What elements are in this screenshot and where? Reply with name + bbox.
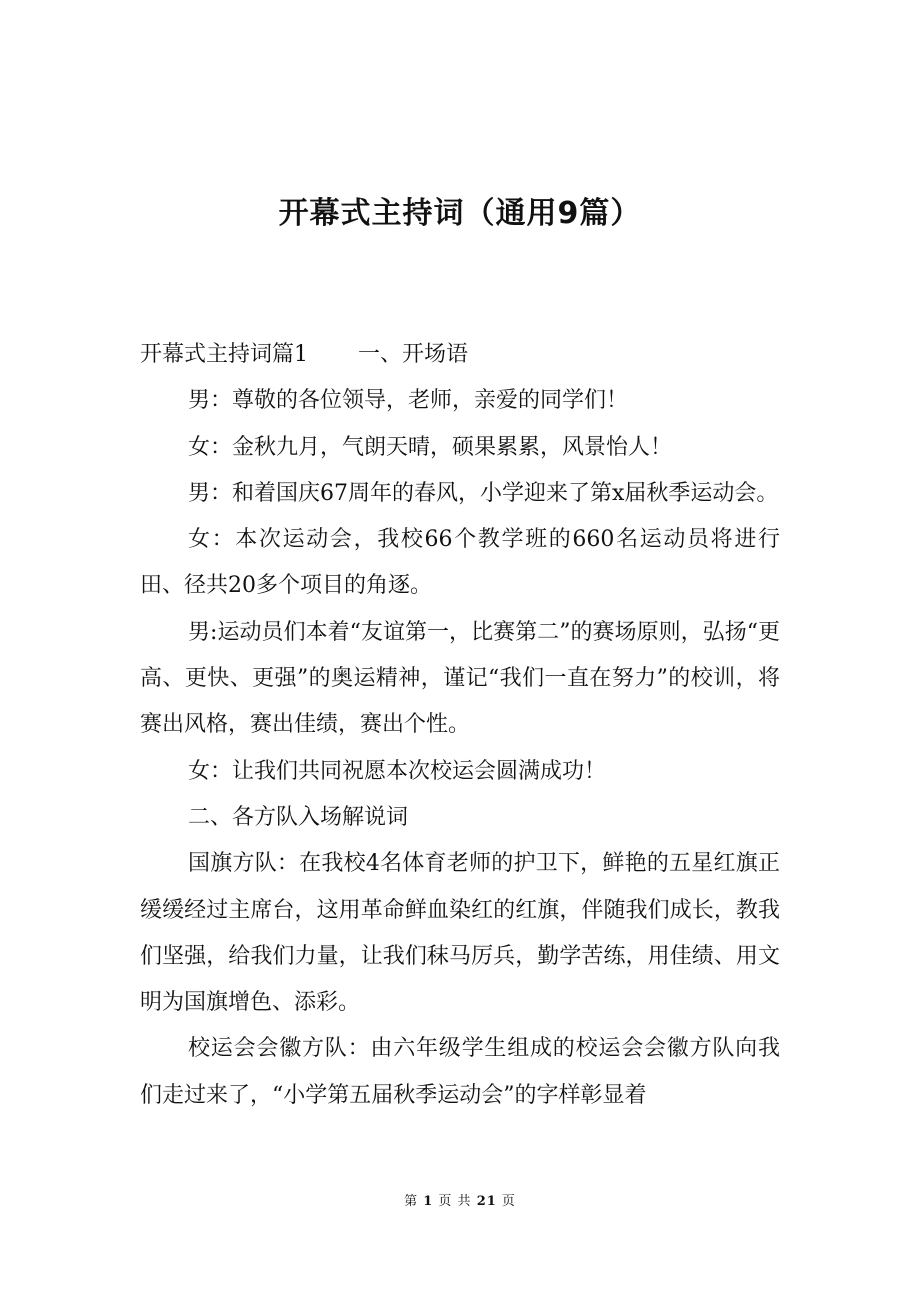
paragraph: 男：尊敬的各位领导，老师，亲爱的同学们！ [188, 388, 629, 414]
paragraph: 国旗方队：在我校4名体育老师的护卫下，鲜艳的五星红旗正缓缓经过主席台，这用革命鲜血染红的红旗，伴随我们成长，教我们坚强，给我们力量，让我们秣马厉兵，勤学苦练，用佳绩、用文明为国旗增色、添彩。 [140, 851, 780, 1016]
footer-page-number: 1 [423, 1194, 434, 1209]
paragraph: 校运会会徽方队：由六年级学生组成的校运会会徽方队向我们走过来了，“小学第五届秋季运动会”的字样彰显着 [140, 1036, 780, 1108]
footer-suffix: 页 [501, 1194, 516, 1209]
paragraph: 女：让我们共同祝愿本次校运会圆满成功！ [188, 758, 607, 784]
section-heading-line [140, 332, 780, 378]
section-heading-2: 二、各方队入场解说词 [188, 804, 409, 830]
paragraph: 女：金秋九月，气朗天晴，硕果累累，风景怡人！ [188, 434, 673, 460]
section-heading: 开幕式主持词篇1 [140, 342, 308, 367]
section-subheading: 一、开场语 [358, 342, 469, 367]
paragraph: 女：本次运动会，我校66个教学班的660名运动员将进行田、径共20多个项目的角逐。 [140, 527, 780, 599]
footer-middle: 页 共 [438, 1194, 472, 1209]
document-title: 开幕式主持词（通用9篇） [278, 196, 642, 231]
paragraph: 男:运动员们本着“友谊第一，比赛第二”的赛场原则，弘扬“更高、更快、更强”的奥运精神，谨记“我们一直在努力”的校训，将赛出风格，赛出佳绩，赛出个性。 [140, 619, 780, 738]
page-footer [0, 1192, 920, 1212]
paragraph: 男：和着国庆67周年的春风，小学迎来了第x届秋季运动会。 [188, 480, 779, 506]
document-body [140, 332, 780, 1119]
footer-total-pages: 21 [476, 1194, 497, 1209]
footer-prefix: 第 [404, 1194, 419, 1209]
